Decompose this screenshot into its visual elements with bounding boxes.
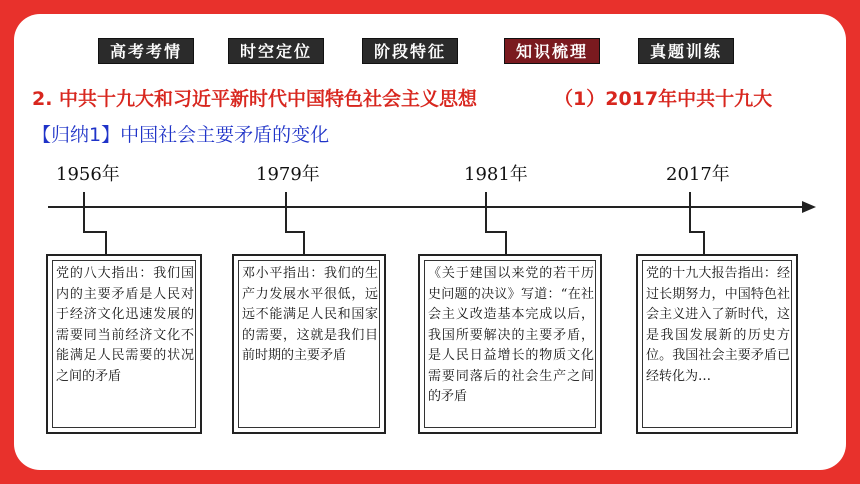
section-title: 2. 中共十九大和习近平新时代中国特色社会主义思想 [32, 88, 478, 110]
timeline-arrowhead [802, 201, 816, 213]
timeline-connector [690, 192, 704, 254]
slide [14, 14, 846, 470]
summary-heading: 【归纳1】中国社会主要矛盾的变化 [32, 124, 330, 146]
tab-stage-features[interactable]: 阶段特征 [362, 38, 458, 64]
tab-exam-practice[interactable]: 真题训练 [638, 38, 734, 64]
event-text: 党的十九大报告指出：经过长期努力，中国特色社会主义进入了新时代，这是我国发展新的历史方位。我国社会主要矛盾已经转化为… [646, 266, 790, 384]
event-text: 党的八大指出：我们国内的主要矛盾是人民对于经济文化迅速发展的需要同当前经济文化不能满足人民需要的状况之间的矛盾 [56, 266, 194, 384]
event-box-1956 [46, 254, 202, 434]
timeline-connector [84, 192, 106, 254]
event-box-1981 [418, 254, 602, 434]
year-label: 1981年 [464, 164, 528, 185]
year-label: 1979年 [256, 164, 320, 185]
tab-time-space[interactable]: 时空定位 [228, 38, 324, 64]
event-text: 《关于建国以来党的若干历史问题的决议》写道：“在社会主义改造基本完成以后，我国所要解决的主要矛盾，是人民日益增长的物质文化需要同落后的社会生产之间的矛盾 [428, 266, 594, 404]
timeline-connector [486, 192, 506, 254]
section-subtitle: （1）2017年中共十九大 [554, 88, 773, 110]
tab-knowledge-review[interactable]: 知识梳理 [504, 38, 600, 64]
year-label: 2017年 [666, 164, 730, 185]
event-text: 邓小平指出：我们的生产力发展水平很低，远远不能满足人民和国家的需要，这就是我们目前时期的主要矛盾 [242, 266, 378, 363]
year-label: 1956年 [56, 164, 120, 185]
event-box-2017 [636, 254, 798, 434]
tab-exam-overview[interactable]: 高考考情 [98, 38, 194, 64]
event-box-1979 [232, 254, 386, 434]
timeline-connector [286, 192, 304, 254]
